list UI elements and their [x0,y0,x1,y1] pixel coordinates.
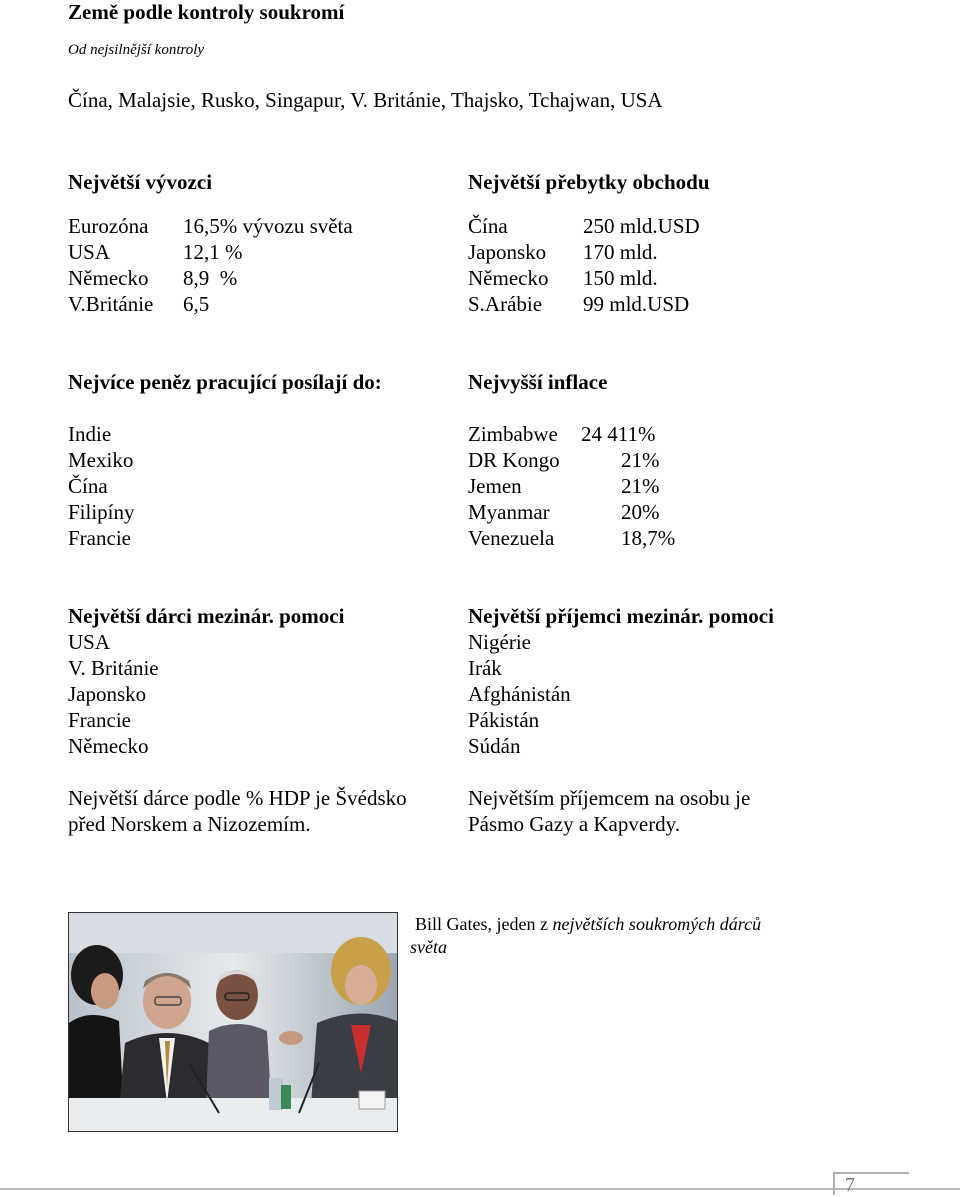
exporter-country: V.Británie [68,292,154,316]
list-item: Mexiko [68,448,134,472]
surplus-country: S.Arábie [468,292,543,316]
inflation-value: 18,7% [621,526,676,550]
list-item: Filipíny [68,500,135,524]
recipients-heading: Největší příjemci mezinár. pomoci [468,604,774,628]
surplus-country: Německo [468,266,549,290]
exporters-heading: Největší vývozci [68,170,213,194]
donors-note-line: Největší dárce podle % HDP je Švédsko [68,786,407,810]
inflation-heading: Nejvyšší inflace [468,370,608,394]
donors-note-line: před Norskem a Nizozemím. [68,812,311,836]
list-item: Francie [68,708,131,732]
surplus-value: 170 mld. [583,240,658,264]
exporter-value: 6,5 [183,292,210,316]
surplus-value: 99 mld.USD [583,292,690,316]
photo-caption-emphasis: největších soukromých dárců [552,914,762,934]
remittances-heading: Nejvíce peněz pracující posílají do: [68,370,382,394]
surplus-value: 250 mld.USD [583,214,700,238]
exporter-value: 12,1 % [183,240,243,264]
list-item: Pákistán [468,708,540,732]
list-item: Indie [68,422,112,446]
page-number: 7 [845,1174,855,1196]
exporter-value: 16,5% vývozu světa [183,214,353,238]
inflation-value: 24 411% [581,422,656,446]
list-item: Súdán [468,734,521,758]
surpluses-heading: Největší přebytky obchodu [468,170,710,194]
list-item: Německo [68,734,149,758]
donors-heading: Největší dárci mezinár. pomoci [68,604,345,628]
list-item: Čína [68,474,108,498]
recipients-note-line: Pásmo Gazy a Kapverdy. [468,812,681,836]
exporter-country: USA [68,240,111,264]
list-item: Irák [468,656,502,680]
recipients-note-line: Největším příjemcem na osobu je [468,786,751,810]
inflation-country: DR Kongo [468,448,560,472]
list-item: Japonsko [68,682,147,706]
exporter-country: Německo [68,266,149,290]
list-item: Nigérie [468,630,531,654]
footer-divider [0,1188,960,1190]
inflation-value: 20% [621,500,660,524]
conference-photo [68,912,398,1132]
list-item: Afghánistán [468,682,571,706]
conference-photo-illustration [69,913,397,1131]
exporter-value: 8,9 % [183,266,238,290]
photo-caption-line2: světa [410,937,447,957]
photo-caption-prefix: Bill Gates, jeden z [415,914,553,934]
inflation-country: Myanmar [468,500,550,524]
inflation-value: 21% [621,474,660,498]
list-item: Francie [68,526,131,550]
page-subtitle: Od nejsilnější kontroly [68,42,205,58]
exporter-country: Eurozóna [68,214,149,238]
surplus-country: Japonsko [468,240,547,264]
list-item: USA [68,630,111,654]
list-item: V. Británie [68,656,159,680]
inflation-country: Jemen [468,474,522,498]
inflation-country: Venezuela [468,526,555,550]
privacy-country-list: Čína, Malajsie, Rusko, Singapur, V. Británie, Thajsko, Tchajwan, USA [68,88,663,112]
inflation-value: 21% [621,448,660,472]
surplus-country: Čína [468,214,508,238]
page-title: Země podle kontroly soukromí [68,0,345,24]
photo-caption [415,914,761,935]
surplus-value: 150 mld. [583,266,658,290]
inflation-country: Zimbabwe [468,422,558,446]
